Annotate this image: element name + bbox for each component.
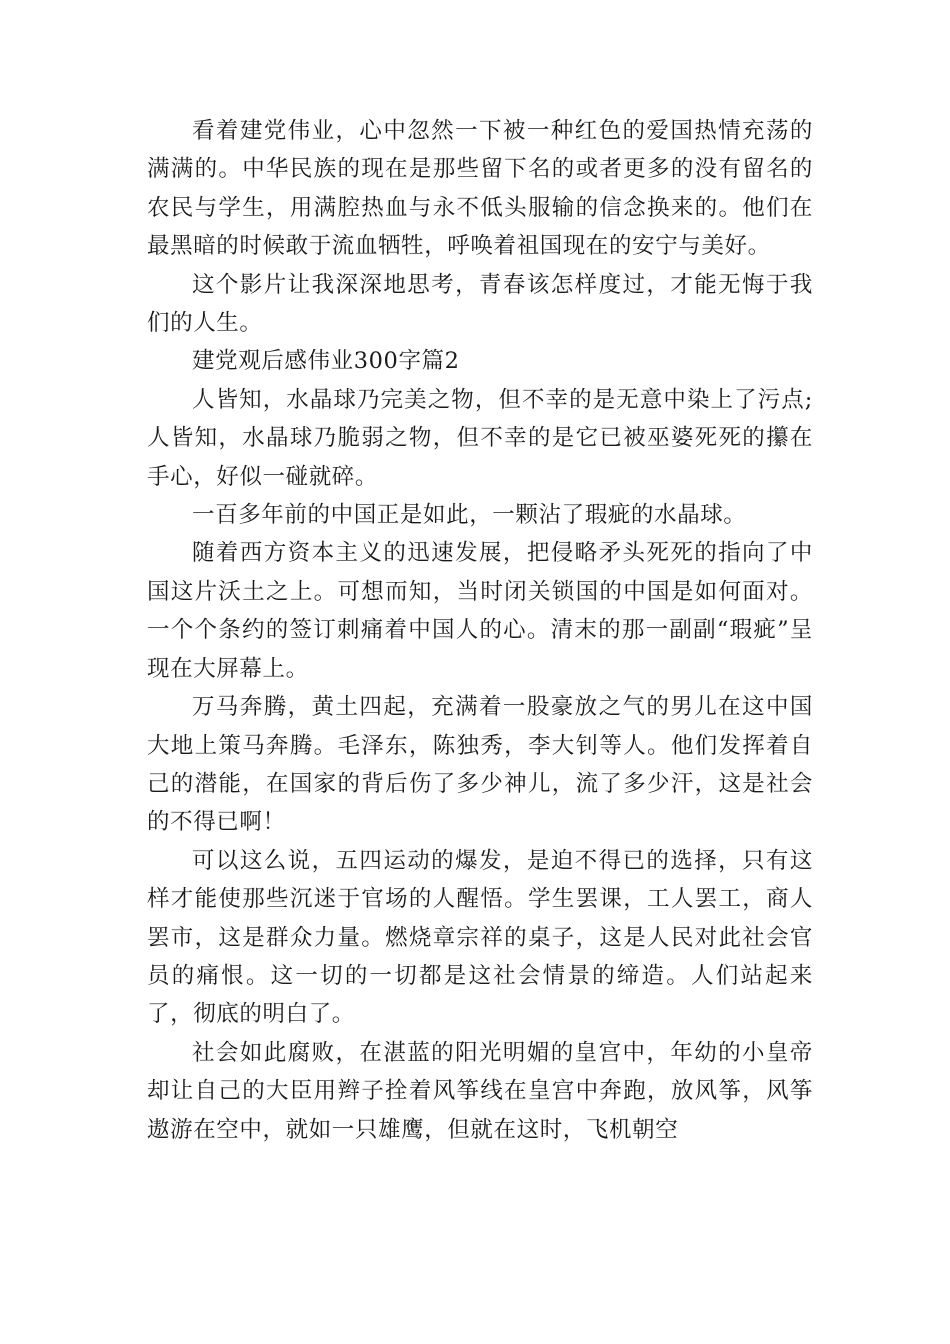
- paragraph: 看着建党伟业，心中忽然一下被一种红色的爱国热情充荡的满满的。中华民族的现在是那些留下名的或者更多的没有留名的农民与学生，用满腔热血与永不低头服输的信念换来的。他们在最黑暗的时候敢于流血牺牲，呼唤着祖国现在的安宁与美好。: [147, 118, 813, 260]
- paragraph: 这个影片让我深深地思考，青春该怎样度过，才能无悔于我们的人生。: [147, 271, 813, 337]
- section-heading: 建党观后感伟业300字篇2: [192, 348, 460, 375]
- paragraph: 人皆知，水晶球乃完美之物，但不幸的是无意中染上了污点;人皆知，水晶球乃脆弱之物，但不幸的是它已被巫婆死死的攥在手心，好似一碰就碎。: [147, 386, 813, 490]
- paragraph: 万马奔腾，黄土四起，充满着一股豪放之气的男儿在这中国大地上策马奔腾。毛泽东，陈独秀，李大钊等人。他们发挥着自己的潜能，在国家的背后伤了多少神儿，流了多少汗，这是社会的不得已啊！: [147, 694, 813, 836]
- document-body: [147, 112, 813, 1149]
- paragraph: 社会如此腐败，在湛蓝的阳光明媚的皇宫中，年幼的小皇帝却让自己的大臣用辫子拴着风筝线在皇宫中奔跑，放风筝，风筝遨游在空中，就如一只雄鹰，但就在这时，飞机朝空: [147, 1039, 813, 1143]
- paragraph: 一百多年前的中国正是如此，一颗沾了瑕疵的水晶球。: [192, 502, 747, 529]
- paragraph: 随着西方资本主义的迅速发展，把侵略矛头死死的指向了中国这片沃土之上。可想而知，当时闭关锁国的中国是如何面对。一个个条约的签订刺痛着中国人的心。清末的那一副副“瑕疵”呈现在大屏幕上。: [147, 540, 813, 682]
- paragraph: 可以这么说，五四运动的爆发，是迫不得已的选择，只有这样才能使那些沉迷于官场的人醒悟。学生罢课，工人罢工，商人罢市，这是群众力量。燃烧章宗祥的桌子，这是人民对此社会官员的痛恨。这一切的一切都是这社会情景的缔造。人们站起来了，彻底的明白了。: [147, 847, 813, 1028]
